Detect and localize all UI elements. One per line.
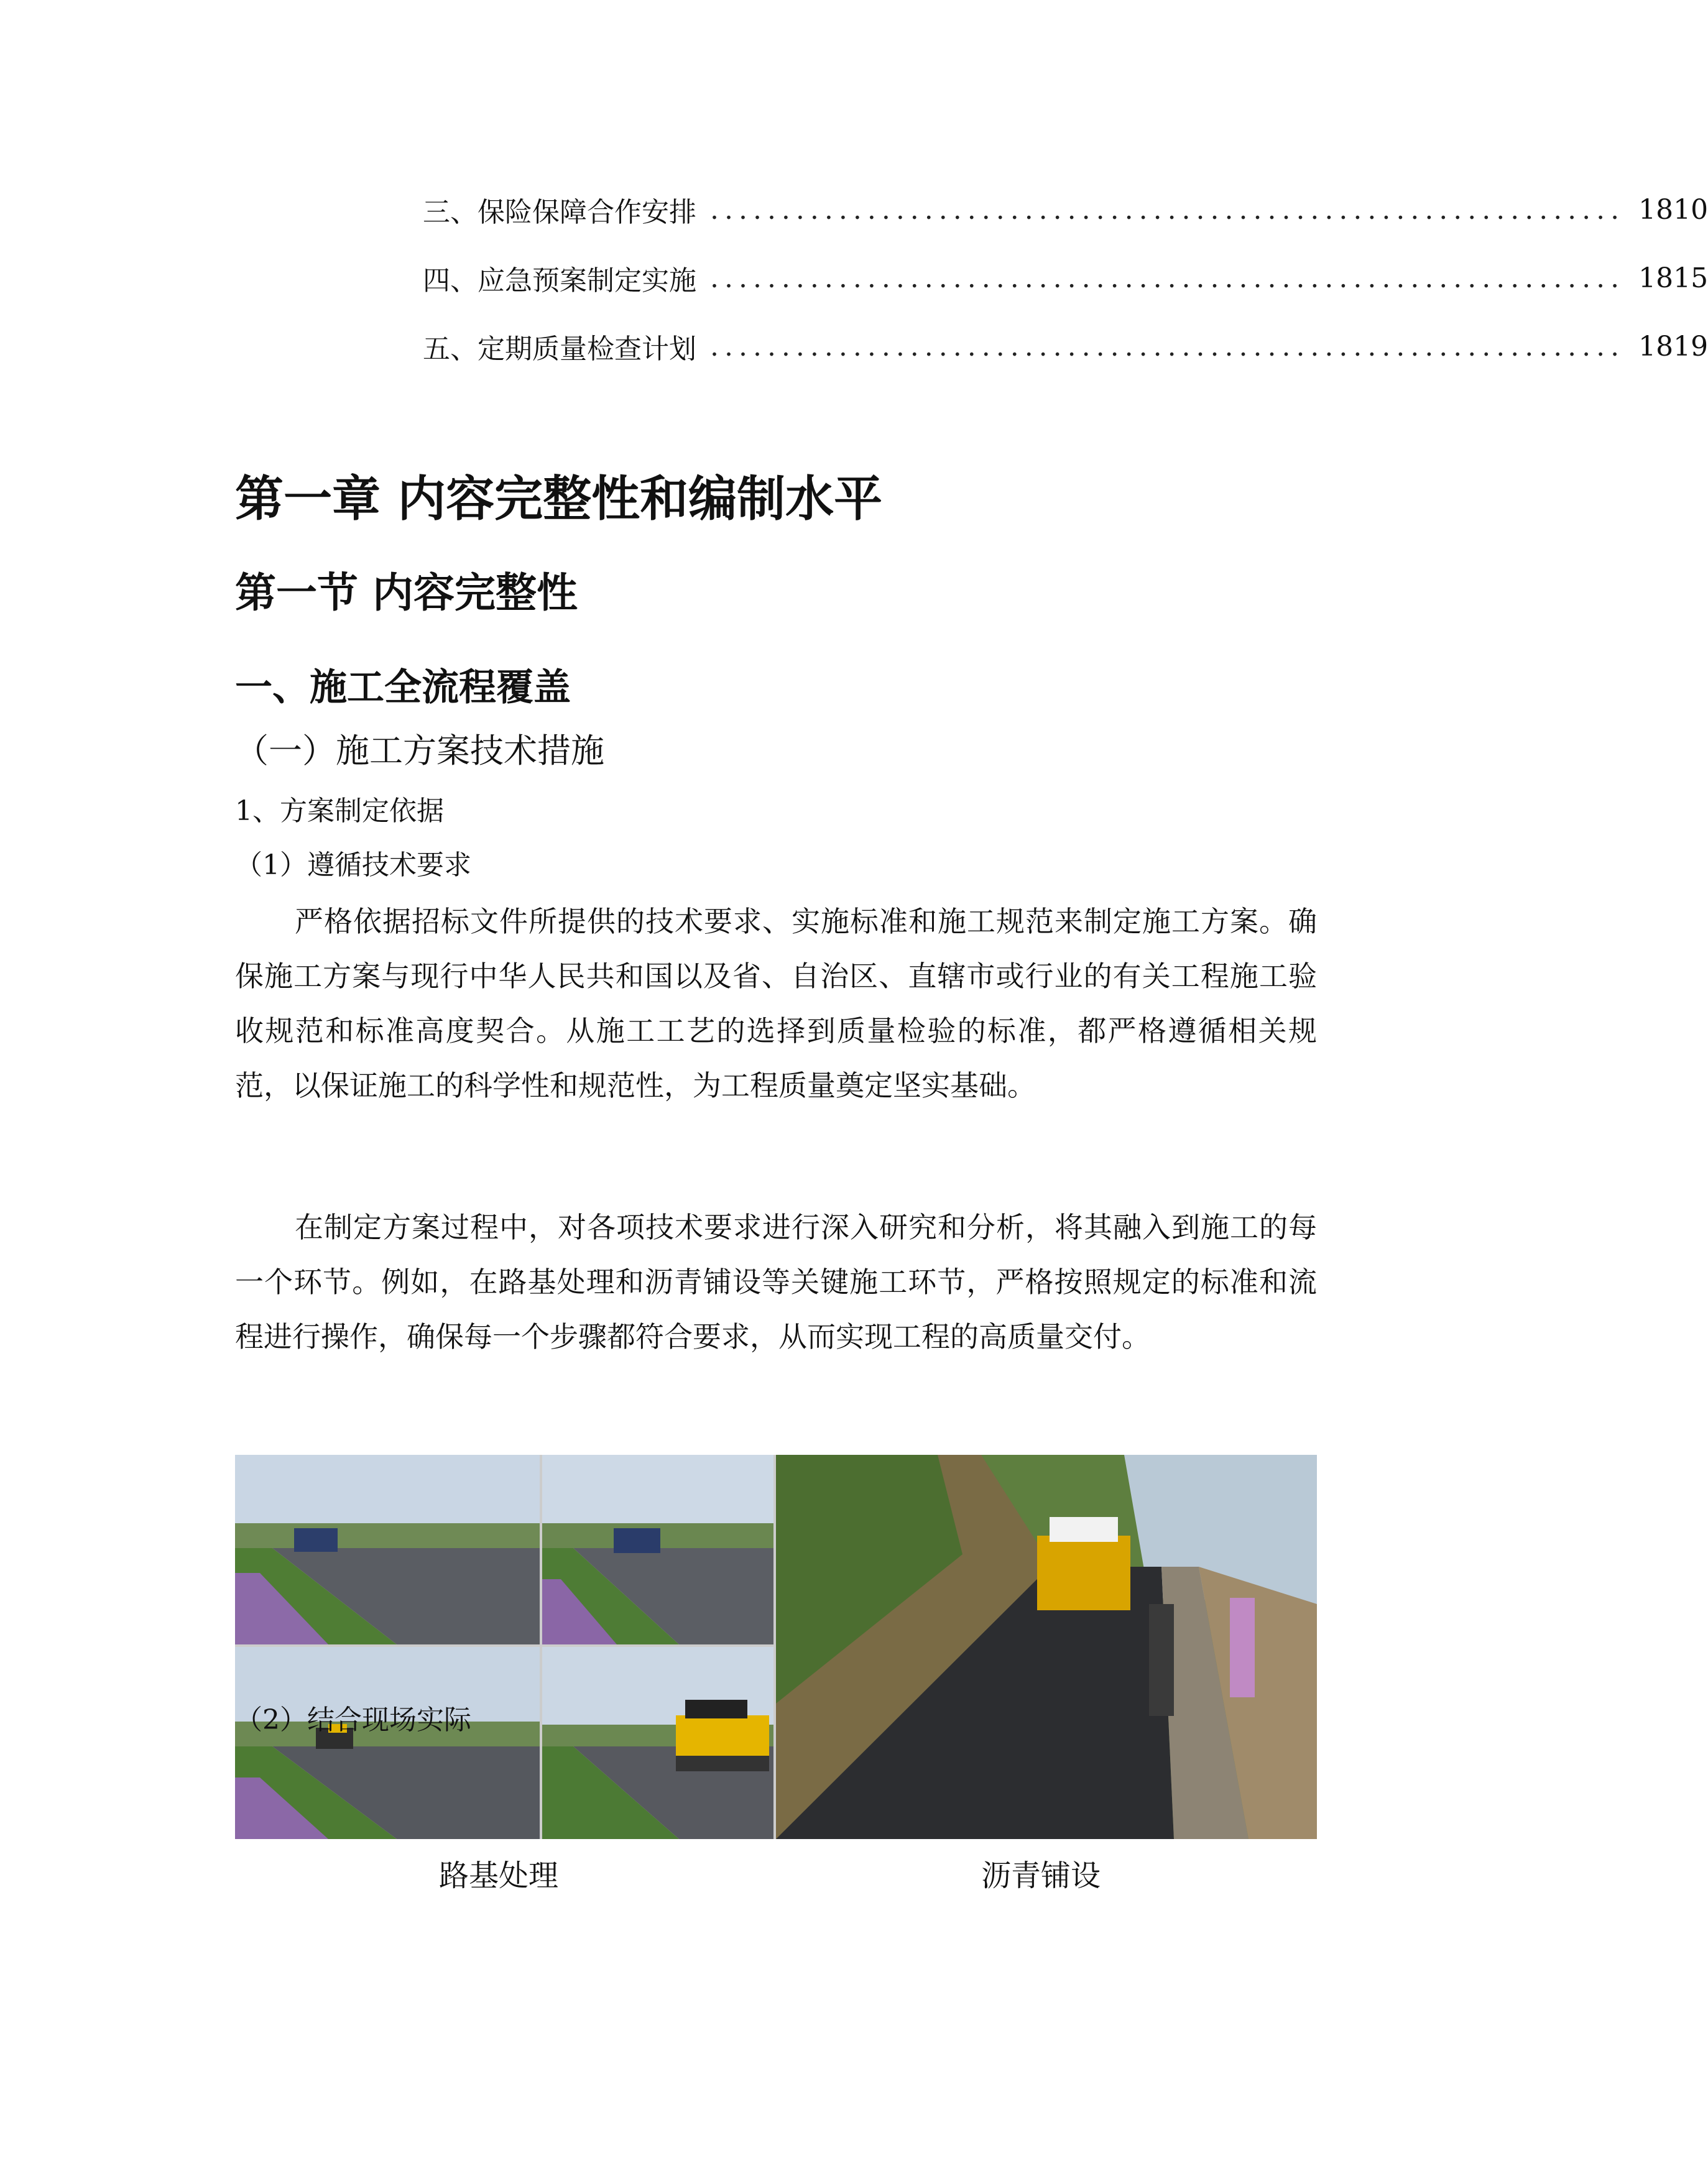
toc-page-number: 1819 [1638,330,1708,362]
chapter-title: 第一章 内容完整性和编制水平 [235,471,883,527]
photo-roadbed-1 [235,1455,540,1644]
subsection-title: 一、施工全流程覆盖 [235,666,571,709]
caption-roadbed: 路基处理 [439,1858,559,1893]
toc-entry[interactable] [423,256,1708,300]
toc-leader: ................................................................ [710,262,1625,294]
photo-roadbed-4 [542,1647,773,1839]
toc-number: 五、 [423,333,478,365]
construction-photos [235,1455,1317,1839]
subheading-technical-requirements: （1）遵循技术要求 [235,849,471,881]
subheading-basis: 1、方案制定依据 [235,795,444,827]
toc-number: 四、 [423,265,478,297]
subheading-site-conditions: （2）结合现场实际 [235,1704,471,1736]
subheading-measures: （一）施工方案技术措施 [235,731,604,770]
toc-entry[interactable] [423,325,1708,368]
body-paragraph: 在制定方案过程中，对各项技术要求进行深入研究和分析，将其融入到施工的每一个环节。例如，在路基处理和沥青铺设等关键施工环节，严格按照规定的标准和流程进行操作，确保每一个步骤都符合要求，从而实现工程的高质量交付。 [235,1210,1317,1353]
toc-leader: ................................................................ [710,330,1625,362]
toc-page-number: 1810 [1638,193,1708,226]
photo-asphalt-paving [776,1455,1317,1839]
photo-roadbed-3 [235,1647,540,1839]
toc-page-number: 1815 [1638,262,1708,294]
section-title: 第一节 内容完整性 [235,569,578,617]
toc-number: 三、 [423,196,478,228]
toc-title: 定期质量检查计划 [478,333,696,365]
photo-roadbed-2 [542,1455,773,1644]
body-paragraph: 严格依据招标文件所提供的技术要求、实施标准和施工规范来制定施工方案。确保施工方案与现行中华人民共和国以及省、自治区、直辖市或行业的有关工程施工验收规范和标准高度契合。从施工工艺的选择到质量检验的标准，都严格遵循相关规范，以保证施工的科学性和规范性，为工程质量奠定坚实基础。 [235,905,1317,1102]
toc-title: 保险保障合作安排 [478,196,696,228]
caption-asphalt: 沥青铺设 [981,1858,1101,1893]
toc-entry[interactable] [423,188,1708,231]
toc-leader: ................................................................ [710,193,1625,226]
toc-title: 应急预案制定实施 [478,265,696,297]
